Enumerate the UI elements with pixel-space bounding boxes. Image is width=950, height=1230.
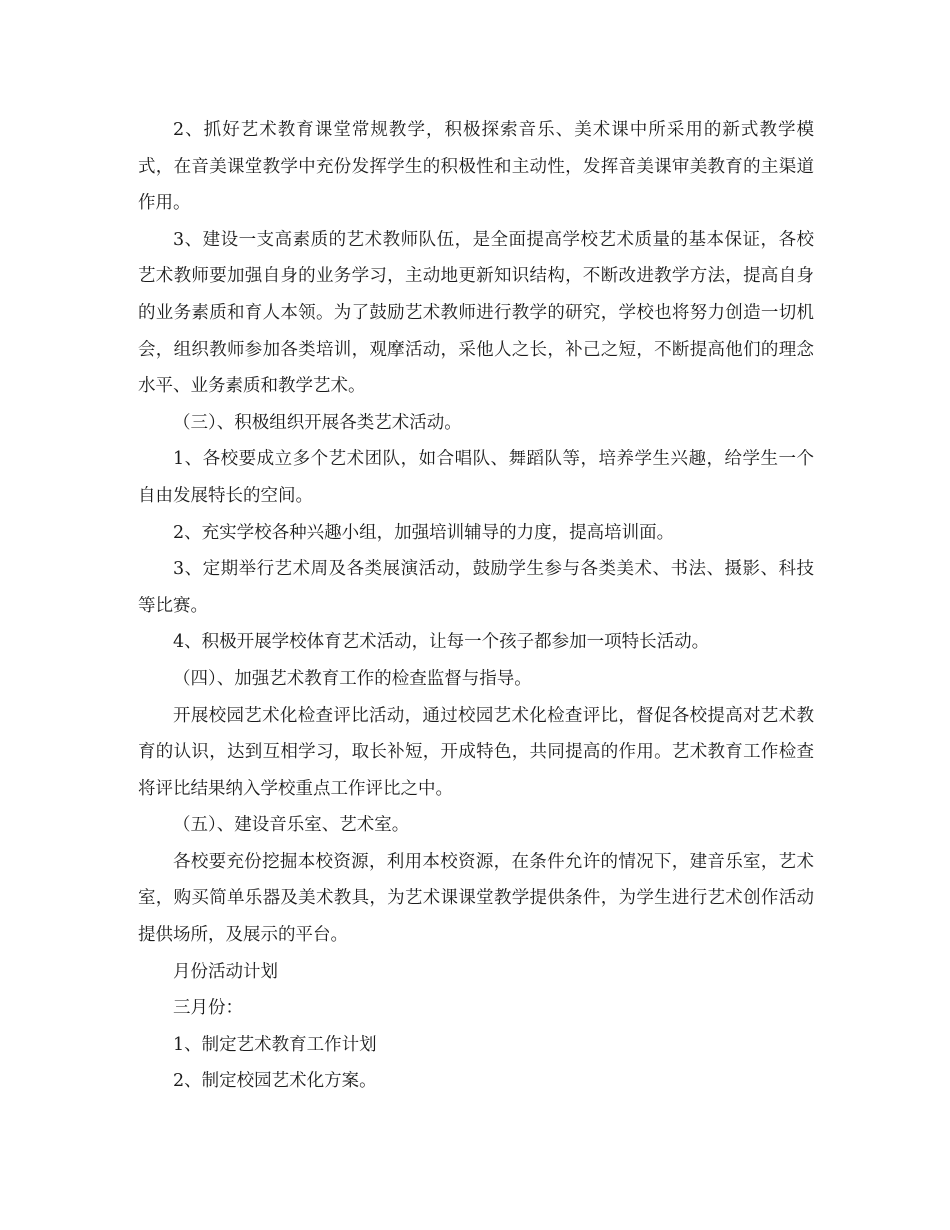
- paragraph-activities-3: 3、定期举行艺术周及各类展演活动，鼓励学生参与各类美术、书法、摄影、科技等比赛。: [138, 559, 814, 616]
- paragraph-music-room: 各校要充份挖掘本校资源，利用本校资源，在条件允许的情况下，建音乐室，艺术室，购买简单乐器及美术教具，为艺术课课堂教学提供条件，为学生进行艺术创作活动提供场所，及展示的平台。: [138, 851, 814, 946]
- paragraph-item-2: 2、抓好艺术教育课堂常规教学，积极探索音乐、美术课中所采用的新式教学模式，在音美课堂教学中充份发挥学生的积极性和主动性，发挥音美课审美教育的主渠道作用。: [138, 120, 814, 214]
- section-heading-4: （四）、加强艺术教育工作的检查监督与指导。: [173, 668, 532, 689]
- paragraph-activities-2: 2、充实学校各种兴趣小组，加强培训辅导的力度，提高培训面。: [173, 522, 675, 543]
- march-item-1: 1、制定艺术教育工作计划: [173, 1034, 377, 1055]
- document-page: [138, 112, 814, 1100]
- section-heading-5: （五）、建设音乐室、艺术室。: [173, 815, 410, 836]
- paragraph-activities-4: 4、积极开展学校体育艺术活动，让每一个孩子都参加一项特长活动。: [173, 632, 710, 653]
- paragraph-activities-1: 1、各校要成立多个艺术团队，如合唱队、舞蹈队等，培养学生兴趣，给学生一个自由发展特长的空间。: [138, 449, 814, 506]
- section-heading-3: （三）、积极组织开展各类艺术活动。: [173, 412, 462, 433]
- month-march-heading: 三月份：: [173, 998, 243, 1019]
- monthly-plan-title: 月份活动计划: [173, 961, 278, 982]
- march-item-2: 2、制定校园艺术化方案。: [173, 1071, 377, 1092]
- paragraph-inspection: 开展校园艺术化检查评比活动，通过校园艺术化检查评比，督促各校提高对艺术教育的认识，达到互相学习，取长补短，开成特色，共同提高的作用。艺术教育工作检查将评比结果纳入学校重点工作评比之中。: [138, 705, 814, 799]
- paragraph-item-3-teachers: 3、建设一支高素质的艺术教师队伍，是全面提高学校艺术质量的基本保证，各校艺术教师要加强自身的业务学习，主动地更新知识结构，不断改进教学方法，提高自身的业务素质和育人本领。为了鼓励艺术教师进行教学的研究，学校也将努力创造一切机会，组织教师参加各类培训，观摩活动，采他人之长，补己之短，不断提高他们的理念水平、业务素质和教学艺术。: [138, 229, 814, 397]
